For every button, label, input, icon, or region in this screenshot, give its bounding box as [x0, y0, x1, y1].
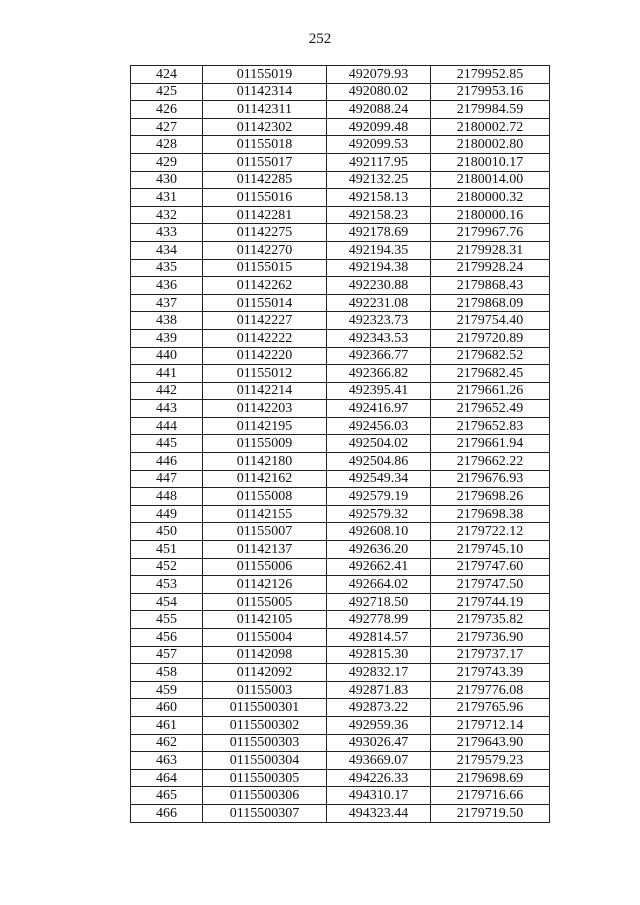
y-coordinate-cell: 2179719.50 — [431, 804, 550, 822]
table-row — [131, 629, 550, 647]
x-coordinate-cell: 492608.10 — [327, 523, 431, 541]
row-index-cell: 447 — [131, 470, 203, 488]
y-coordinate-cell: 2179967.76 — [431, 224, 550, 242]
row-index-cell: 442 — [131, 382, 203, 400]
table-row — [131, 189, 550, 207]
table-row — [131, 558, 550, 576]
point-id-cell: 01142275 — [203, 224, 327, 242]
point-id-cell: 01142195 — [203, 417, 327, 435]
row-index-cell: 461 — [131, 716, 203, 734]
x-coordinate-cell: 492815.30 — [327, 646, 431, 664]
point-id-cell: 01142162 — [203, 470, 327, 488]
point-id-cell: 01142285 — [203, 171, 327, 189]
y-coordinate-cell: 2179698.38 — [431, 505, 550, 523]
table-row — [131, 66, 550, 84]
table-row — [131, 347, 550, 365]
point-id-cell: 01155015 — [203, 259, 327, 277]
row-index-cell: 454 — [131, 593, 203, 611]
table-row — [131, 382, 550, 400]
table-row — [131, 716, 550, 734]
y-coordinate-cell: 2179736.90 — [431, 629, 550, 647]
x-coordinate-cell: 492416.97 — [327, 400, 431, 418]
table-row — [131, 417, 550, 435]
row-index-cell: 424 — [131, 66, 203, 84]
row-index-cell: 456 — [131, 629, 203, 647]
row-index-cell: 433 — [131, 224, 203, 242]
table-row — [131, 576, 550, 594]
table-row — [131, 593, 550, 611]
table-row — [131, 769, 550, 787]
table-row — [131, 752, 550, 770]
x-coordinate-cell: 492579.19 — [327, 488, 431, 506]
y-coordinate-cell: 2179747.60 — [431, 558, 550, 576]
row-index-cell: 449 — [131, 505, 203, 523]
table-row — [131, 611, 550, 629]
point-id-cell: 01142270 — [203, 241, 327, 259]
row-index-cell: 464 — [131, 769, 203, 787]
y-coordinate-cell: 2179984.59 — [431, 101, 550, 119]
point-id-cell: 01155005 — [203, 593, 327, 611]
row-index-cell: 463 — [131, 752, 203, 770]
row-index-cell: 429 — [131, 153, 203, 171]
table-row — [131, 312, 550, 330]
x-coordinate-cell: 492117.95 — [327, 153, 431, 171]
table-row — [131, 101, 550, 119]
row-index-cell: 427 — [131, 118, 203, 136]
table-row — [131, 400, 550, 418]
row-index-cell: 431 — [131, 189, 203, 207]
x-coordinate-cell: 492549.34 — [327, 470, 431, 488]
row-index-cell: 455 — [131, 611, 203, 629]
y-coordinate-cell: 2179682.45 — [431, 365, 550, 383]
row-index-cell: 437 — [131, 294, 203, 312]
y-coordinate-cell: 2179745.10 — [431, 541, 550, 559]
table-row — [131, 681, 550, 699]
point-id-cell: 01142227 — [203, 312, 327, 330]
y-coordinate-cell: 2179928.31 — [431, 241, 550, 259]
point-id-cell: 01155007 — [203, 523, 327, 541]
table-row — [131, 224, 550, 242]
y-coordinate-cell: 2179698.26 — [431, 488, 550, 506]
y-coordinate-cell: 2179579.23 — [431, 752, 550, 770]
point-id-cell: 0115500303 — [203, 734, 327, 752]
point-id-cell: 01142302 — [203, 118, 327, 136]
x-coordinate-cell: 492456.03 — [327, 417, 431, 435]
row-index-cell: 440 — [131, 347, 203, 365]
y-coordinate-cell: 2179928.24 — [431, 259, 550, 277]
row-index-cell: 448 — [131, 488, 203, 506]
row-index-cell: 439 — [131, 329, 203, 347]
page-number: 252 — [308, 31, 332, 47]
y-coordinate-cell: 2179682.52 — [431, 347, 550, 365]
x-coordinate-cell: 492959.36 — [327, 716, 431, 734]
point-id-cell: 01142155 — [203, 505, 327, 523]
point-id-cell: 0115500305 — [203, 769, 327, 787]
table-body — [131, 66, 550, 823]
y-coordinate-cell: 2179652.83 — [431, 417, 550, 435]
point-id-cell: 01155012 — [203, 365, 327, 383]
y-coordinate-cell: 2179643.90 — [431, 734, 550, 752]
x-coordinate-cell: 494323.44 — [327, 804, 431, 822]
point-id-cell: 01142092 — [203, 664, 327, 682]
x-coordinate-cell: 492814.57 — [327, 629, 431, 647]
y-coordinate-cell: 2179868.43 — [431, 277, 550, 295]
x-coordinate-cell: 492079.93 — [327, 66, 431, 84]
point-id-cell: 01155016 — [203, 189, 327, 207]
point-id-cell: 01142098 — [203, 646, 327, 664]
x-coordinate-cell: 492871.83 — [327, 681, 431, 699]
point-id-cell: 0115500302 — [203, 716, 327, 734]
table-row — [131, 294, 550, 312]
y-coordinate-cell: 2179652.49 — [431, 400, 550, 418]
table-row — [131, 329, 550, 347]
table-row — [131, 171, 550, 189]
row-index-cell: 458 — [131, 664, 203, 682]
point-id-cell: 01142137 — [203, 541, 327, 559]
table-row — [131, 699, 550, 717]
x-coordinate-cell: 492504.86 — [327, 453, 431, 471]
y-coordinate-cell: 2179953.16 — [431, 83, 550, 101]
point-id-cell: 01155017 — [203, 153, 327, 171]
table-row — [131, 470, 550, 488]
row-index-cell: 434 — [131, 241, 203, 259]
y-coordinate-cell: 2179737.17 — [431, 646, 550, 664]
table-row — [131, 365, 550, 383]
x-coordinate-cell: 492579.32 — [327, 505, 431, 523]
x-coordinate-cell: 492636.20 — [327, 541, 431, 559]
x-coordinate-cell: 492099.48 — [327, 118, 431, 136]
point-id-cell: 01155004 — [203, 629, 327, 647]
table-row — [131, 453, 550, 471]
table-row — [131, 804, 550, 822]
x-coordinate-cell: 492832.17 — [327, 664, 431, 682]
point-id-cell: 01155003 — [203, 681, 327, 699]
x-coordinate-cell: 492158.23 — [327, 206, 431, 224]
row-index-cell: 466 — [131, 804, 203, 822]
point-id-cell: 0115500306 — [203, 787, 327, 805]
x-coordinate-cell: 492778.99 — [327, 611, 431, 629]
y-coordinate-cell: 2179754.40 — [431, 312, 550, 330]
y-coordinate-cell: 2179712.14 — [431, 716, 550, 734]
table-row — [131, 435, 550, 453]
point-id-cell: 01155014 — [203, 294, 327, 312]
row-index-cell: 425 — [131, 83, 203, 101]
table-row — [131, 153, 550, 171]
point-id-cell: 01142220 — [203, 347, 327, 365]
row-index-cell: 444 — [131, 417, 203, 435]
point-id-cell: 01142105 — [203, 611, 327, 629]
y-coordinate-cell: 2179765.96 — [431, 699, 550, 717]
x-coordinate-cell: 492132.25 — [327, 171, 431, 189]
x-coordinate-cell: 492664.02 — [327, 576, 431, 594]
table-row — [131, 241, 550, 259]
row-index-cell: 460 — [131, 699, 203, 717]
point-id-cell: 01142311 — [203, 101, 327, 119]
table-row — [131, 206, 550, 224]
y-coordinate-cell: 2179868.09 — [431, 294, 550, 312]
x-coordinate-cell: 492873.22 — [327, 699, 431, 717]
row-index-cell: 446 — [131, 453, 203, 471]
row-index-cell: 426 — [131, 101, 203, 119]
y-coordinate-cell: 2180000.32 — [431, 189, 550, 207]
x-coordinate-cell: 492395.41 — [327, 382, 431, 400]
table-row — [131, 488, 550, 506]
table-row — [131, 664, 550, 682]
y-coordinate-cell: 2179744.19 — [431, 593, 550, 611]
row-index-cell: 459 — [131, 681, 203, 699]
point-id-cell: 01155019 — [203, 66, 327, 84]
point-id-cell: 01142126 — [203, 576, 327, 594]
row-index-cell: 435 — [131, 259, 203, 277]
x-coordinate-cell: 492158.13 — [327, 189, 431, 207]
y-coordinate-cell: 2180010.17 — [431, 153, 550, 171]
x-coordinate-cell: 492088.24 — [327, 101, 431, 119]
y-coordinate-cell: 2179676.93 — [431, 470, 550, 488]
y-coordinate-cell: 2179776.08 — [431, 681, 550, 699]
row-index-cell: 450 — [131, 523, 203, 541]
y-coordinate-cell: 2179952.85 — [431, 66, 550, 84]
table-row — [131, 118, 550, 136]
row-index-cell: 428 — [131, 136, 203, 154]
row-index-cell: 441 — [131, 365, 203, 383]
row-index-cell: 443 — [131, 400, 203, 418]
table-row — [131, 277, 550, 295]
table-row — [131, 83, 550, 101]
point-id-cell: 01142314 — [203, 83, 327, 101]
y-coordinate-cell: 2179698.69 — [431, 769, 550, 787]
y-coordinate-cell: 2179735.82 — [431, 611, 550, 629]
y-coordinate-cell: 2180002.80 — [431, 136, 550, 154]
row-index-cell: 452 — [131, 558, 203, 576]
y-coordinate-cell: 2180002.72 — [431, 118, 550, 136]
x-coordinate-cell: 494310.17 — [327, 787, 431, 805]
x-coordinate-cell: 492099.53 — [327, 136, 431, 154]
x-coordinate-cell: 493669.07 — [327, 752, 431, 770]
x-coordinate-cell: 492718.50 — [327, 593, 431, 611]
point-id-cell: 01142281 — [203, 206, 327, 224]
point-id-cell: 0115500304 — [203, 752, 327, 770]
x-coordinate-cell: 492662.41 — [327, 558, 431, 576]
x-coordinate-cell: 492323.73 — [327, 312, 431, 330]
row-index-cell: 457 — [131, 646, 203, 664]
point-id-cell: 01142180 — [203, 453, 327, 471]
row-index-cell: 462 — [131, 734, 203, 752]
point-id-cell: 01155009 — [203, 435, 327, 453]
point-id-cell: 01142203 — [203, 400, 327, 418]
row-index-cell: 451 — [131, 541, 203, 559]
x-coordinate-cell: 493026.47 — [327, 734, 431, 752]
row-index-cell: 445 — [131, 435, 203, 453]
x-coordinate-cell: 492504.02 — [327, 435, 431, 453]
row-index-cell: 436 — [131, 277, 203, 295]
table-row — [131, 646, 550, 664]
table-row — [131, 523, 550, 541]
coordinates-table — [130, 65, 550, 823]
point-id-cell: 01155018 — [203, 136, 327, 154]
point-id-cell: 0115500301 — [203, 699, 327, 717]
row-index-cell: 465 — [131, 787, 203, 805]
y-coordinate-cell: 2180014.00 — [431, 171, 550, 189]
x-coordinate-cell: 492194.38 — [327, 259, 431, 277]
point-id-cell: 01142262 — [203, 277, 327, 295]
row-index-cell: 430 — [131, 171, 203, 189]
table-row — [131, 259, 550, 277]
x-coordinate-cell: 492080.02 — [327, 83, 431, 101]
y-coordinate-cell: 2179720.89 — [431, 329, 550, 347]
table-row — [131, 787, 550, 805]
y-coordinate-cell: 2179716.66 — [431, 787, 550, 805]
point-id-cell: 01155006 — [203, 558, 327, 576]
x-coordinate-cell: 492366.82 — [327, 365, 431, 383]
x-coordinate-cell: 492366.77 — [327, 347, 431, 365]
table-row — [131, 734, 550, 752]
x-coordinate-cell: 494226.33 — [327, 769, 431, 787]
row-index-cell: 453 — [131, 576, 203, 594]
y-coordinate-cell: 2179747.50 — [431, 576, 550, 594]
x-coordinate-cell: 492231.08 — [327, 294, 431, 312]
x-coordinate-cell: 492230.88 — [327, 277, 431, 295]
point-id-cell: 01142214 — [203, 382, 327, 400]
x-coordinate-cell: 492343.53 — [327, 329, 431, 347]
y-coordinate-cell: 2179743.39 — [431, 664, 550, 682]
x-coordinate-cell: 492194.35 — [327, 241, 431, 259]
y-coordinate-cell: 2180000.16 — [431, 206, 550, 224]
y-coordinate-cell: 2179722.12 — [431, 523, 550, 541]
row-index-cell: 438 — [131, 312, 203, 330]
x-coordinate-cell: 492178.69 — [327, 224, 431, 242]
row-index-cell: 432 — [131, 206, 203, 224]
table-row — [131, 136, 550, 154]
point-id-cell: 01155008 — [203, 488, 327, 506]
y-coordinate-cell: 2179662.22 — [431, 453, 550, 471]
table-row — [131, 505, 550, 523]
table-row — [131, 541, 550, 559]
y-coordinate-cell: 2179661.94 — [431, 435, 550, 453]
point-id-cell: 0115500307 — [203, 804, 327, 822]
point-id-cell: 01142222 — [203, 329, 327, 347]
y-coordinate-cell: 2179661.26 — [431, 382, 550, 400]
